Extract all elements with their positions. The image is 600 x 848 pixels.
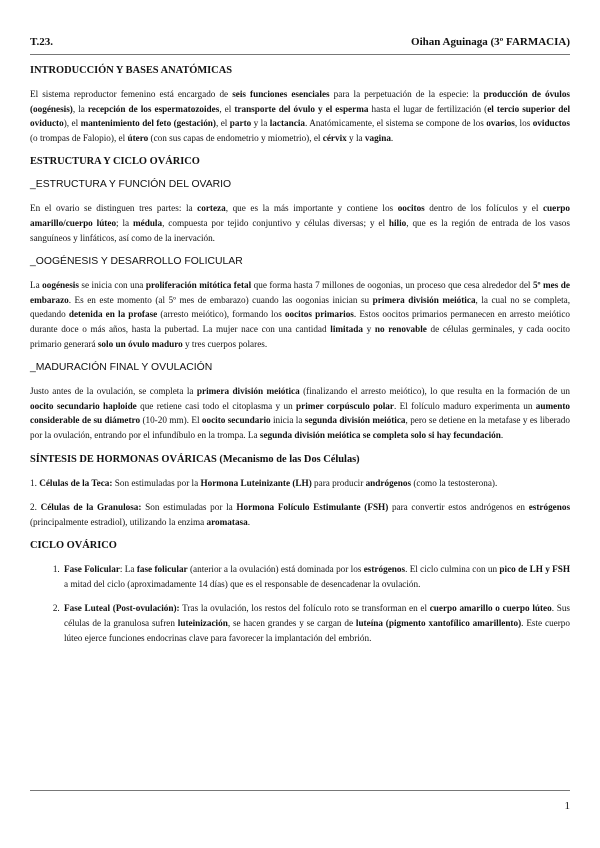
page-number: 1	[564, 800, 570, 812]
bold-text-run: cérvix	[322, 132, 347, 143]
bold-text-run: Células de la Granulosa:	[40, 502, 142, 513]
text-run: . Es en este momento (al 5º mes de embarazo) cuando las oogonias inician su	[68, 294, 373, 305]
section-title-structure: ESTRUCTURA Y CICLO OVÁRICO	[30, 156, 200, 168]
document-body	[30, 64, 570, 655]
text-run: ; la	[116, 217, 133, 228]
section-title-cycle: CICLO OVÁRICO	[30, 540, 117, 552]
text-run: para la perpetuación de la especie: la	[329, 89, 484, 99]
bold-text-run: oocitos primarios	[284, 309, 354, 320]
text-run: . Sus células de la granulosa sufren	[64, 603, 570, 629]
text-run: . El folículo maduro experimenta un	[393, 400, 536, 411]
bold-text-run: limitada	[330, 323, 363, 334]
bold-text-run: 5º mes de embarazo	[30, 280, 570, 305]
bold-text-run: Fase Luteal (Post-ovulación):	[64, 603, 180, 614]
bold-text-run: parto	[229, 118, 252, 129]
bold-text-run: estrógenos	[363, 564, 406, 575]
bold-text-run: el tercio superior del oviducto	[30, 103, 570, 129]
text-run: y la	[251, 118, 270, 129]
text-run: hasta el lugar de fertilización (	[368, 103, 488, 114]
bold-text-run: cuerpo amarillo/cuerpo lúteo	[30, 203, 570, 228]
bold-text-run: oogénesis	[42, 280, 79, 291]
bold-text-run: no renovable	[374, 323, 427, 334]
bold-text-run: oviductos	[532, 118, 570, 129]
paragraph-theca	[30, 476, 570, 491]
footer-rule	[30, 790, 570, 791]
bold-text-run: fase folicular	[136, 564, 188, 575]
bold-text-run: primera división meiótica	[372, 294, 476, 305]
text-run: , que es la región de entrada de los vasos sanguíneos y linfáticos, así como de la inervación.	[30, 217, 570, 243]
bold-text-run: pico de LH y FSH	[499, 564, 570, 575]
subsection-title-oogenesis: _OOGÉNESIS Y DESARROLLO FOLICULAR	[30, 256, 243, 268]
header-rule	[30, 54, 570, 55]
bold-text-run: útero	[127, 132, 149, 143]
text-run: .	[247, 516, 251, 527]
subsection-title-ovary: _ESTRUCTURA Y FUNCIÓN DEL OVARIO	[30, 179, 232, 191]
text-run: , los	[514, 118, 533, 129]
text-run: se inicia con una	[78, 280, 146, 291]
text-run: que forma hasta 7 millones de oogonias, un proceso que cesa alrededor del	[251, 280, 533, 291]
bold-text-run: andrógenos	[365, 477, 412, 488]
bold-text-run: primer corpúsculo polar	[296, 400, 394, 411]
text-run: (arresto meiótico), formando los	[157, 309, 285, 320]
bold-text-run: lactancia	[269, 118, 305, 129]
text-run: dentro de los folículos y el	[424, 203, 543, 214]
bold-text-run: segunda división meiótica	[304, 415, 406, 426]
bold-text-run: detenida en la profase	[68, 309, 158, 320]
text-run: 1.	[30, 477, 40, 488]
list-item-follicular	[62, 562, 570, 591]
bold-text-run: luteína (pigmento xantofílico amarillento)	[355, 618, 522, 629]
text-run: La	[30, 280, 43, 291]
text-run: , que es la más importante y contiene los	[225, 203, 398, 214]
subsection-title-ovulation: _MADURACIÓN FINAL Y OVULACIÓN	[30, 362, 213, 374]
bold-text-run: oocitos	[397, 203, 425, 214]
bold-text-run: oocito secundario	[201, 415, 271, 426]
bold-text-run: ovarios	[486, 118, 515, 129]
text-run: (anterior a la ovulación) está dominada por los	[187, 564, 364, 575]
text-run: que retiene casi todo el citoplasma y un	[136, 400, 297, 411]
text-run: . Estos oocitos primarios permanecen en arresto meiótico durante doce o más años, hasta la pubertad. La mujer nace con una cantidad	[30, 309, 570, 334]
text-run: y la	[346, 132, 365, 143]
text-run: ), el	[63, 118, 81, 129]
text-run: (con sus capas de endometrio y miometrio), el	[148, 132, 323, 143]
paragraph-ovary	[30, 201, 570, 245]
text-run: , el	[219, 103, 235, 114]
text-run: y tres cuerpos polares.	[182, 338, 268, 349]
text-run: , la	[72, 103, 88, 114]
bold-text-run: recepción de los espermatozoides	[87, 103, 220, 114]
bold-text-run: Hormona Luteinizante (LH)	[200, 477, 312, 488]
text-run: .	[500, 429, 504, 440]
bold-text-run: Fase Folicular	[64, 564, 120, 575]
text-run: para convertir estos andrógenos en	[388, 502, 529, 513]
text-run: (10-20 mm). El	[140, 415, 202, 426]
text-run: , se hacen grandes y se cargan de	[227, 618, 356, 629]
topic-number: T.23.	[30, 36, 54, 48]
paragraph-intro	[30, 87, 570, 145]
bold-text-run: médula	[132, 217, 163, 228]
bold-text-run: Hormona Folículo Estimulante (FSH)	[236, 502, 389, 513]
bold-text-run: estrógenos	[528, 502, 571, 513]
text-run: . El ciclo culmina con un	[405, 564, 500, 575]
bold-text-run: primera división meiótica	[196, 386, 300, 397]
text-run: , pero se detiene en la metafase y es liberado por la ovulación, entrando por el infundíbulo en la trompa. La	[30, 415, 570, 440]
bold-text-run: luteinización	[177, 618, 228, 629]
bold-text-run: solo un óvulo maduro	[97, 338, 183, 349]
text-run: El sistema reproductor femenino está encargado de	[30, 89, 233, 99]
text-run: Son estimuladas por la	[141, 502, 237, 513]
bold-text-run: Células de la Teca:	[39, 477, 113, 488]
bold-text-run: cuerpo amarillo o cuerpo lúteo	[429, 603, 552, 614]
bold-text-run: segunda división meiótica se completa solo si hay fecundación	[259, 429, 501, 440]
text-run: Justo antes de la ovulación, se completa la	[30, 386, 197, 397]
text-run: de células germinales, y cada oocito primario generará	[30, 323, 571, 349]
text-run: para producir	[311, 477, 366, 488]
bold-text-run: seis funciones esenciales	[232, 89, 330, 99]
text-run: : La	[119, 564, 137, 575]
text-run: 2.	[30, 502, 41, 513]
text-run: , la cual no se completa, quedando	[30, 294, 571, 320]
text-run: inicia la	[270, 415, 305, 426]
text-run: a mitad del ciclo (aproximadamente 14 días) que es el responsable de desencadenar la ovulación.	[64, 578, 421, 589]
text-run: . Este cuerpo lúteo ejerce funciones endocrinas clave para favorecer la implantación del embrión.	[64, 618, 570, 643]
bold-text-run: corteza	[197, 203, 226, 214]
text-run: (principalmente estradiol), utilizando la enzima	[30, 516, 207, 527]
list-item-luteal	[62, 601, 570, 645]
text-run: (o trompas de Falopio), el	[30, 132, 128, 143]
text-run: . Anatómicamente, el sistema se compone de los	[304, 118, 487, 129]
bold-text-run: aromatasa	[206, 516, 248, 527]
section-title-hormones: SÍNTESIS DE HORMONAS OVÁRICAS (Mecanismo de las Dos Células)	[30, 453, 360, 465]
bold-text-run: proliferación mitótica fetal	[145, 280, 252, 291]
cycle-phase-list	[30, 562, 570, 645]
bold-text-run: aumento considerable de su diámetro	[30, 400, 570, 426]
text-run: (como la testosterona).	[411, 477, 498, 488]
bold-text-run: transporte del óvulo y el esperma	[234, 103, 369, 114]
section-title-intro: INTRODUCCIÓN Y BASES ANATÓMICAS	[30, 65, 232, 76]
text-run: Tras la ovulación, los restos del folículo roto se transforman en el	[179, 603, 430, 614]
bold-text-run: oocito secundario haploide	[30, 400, 137, 411]
bold-text-run: mantenimiento del feto (gestación)	[80, 118, 216, 129]
text-run: Son estimuladas por la	[112, 477, 201, 488]
text-run: y	[362, 323, 375, 334]
paragraph-oogenesis	[30, 278, 570, 351]
author-label: Oihan Aguinaga (3º FARMACIA)	[411, 36, 570, 48]
text-run: (finalizando el arresto meiótico), lo que resulta en la formación de un	[299, 386, 570, 397]
bold-text-run: vagina	[364, 132, 391, 143]
bold-text-run: producción de óvulos (oogénesis)	[30, 89, 571, 114]
text-run: .	[390, 132, 394, 143]
paragraph-granulosa	[30, 500, 570, 529]
text-run: , compuesta por tejido conjuntivo y células diversas; y el	[162, 217, 389, 228]
paragraph-ovulation	[30, 384, 570, 442]
text-run: En el ovario se distinguen tres partes: la	[30, 203, 198, 214]
text-run: , el	[215, 118, 230, 129]
bold-text-run: hilio	[388, 217, 407, 228]
